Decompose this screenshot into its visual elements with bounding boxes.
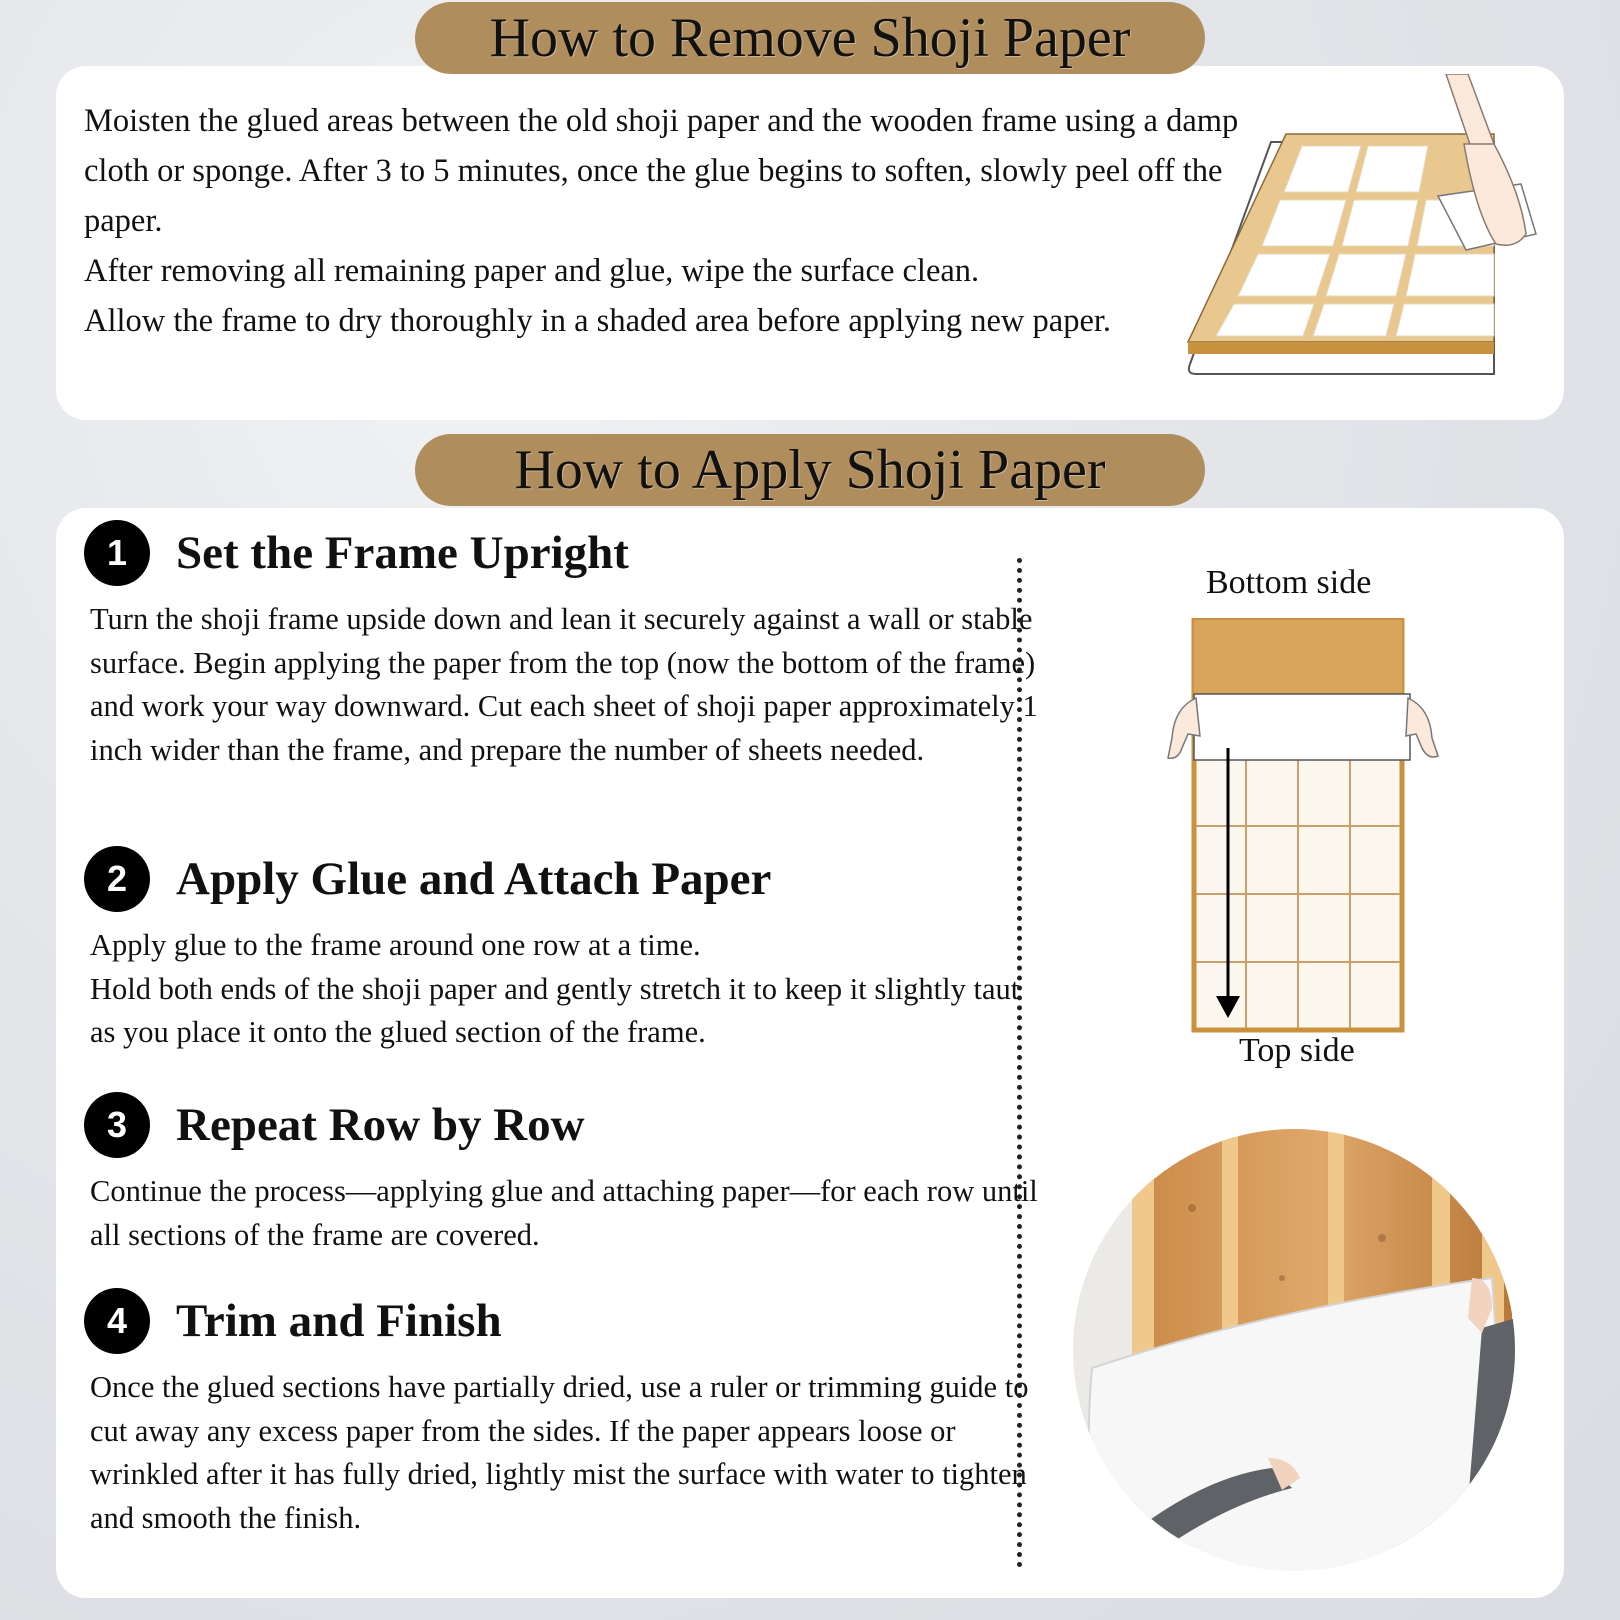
step-number-1: 1 — [84, 520, 150, 586]
step-title-1: Set the Frame Upright — [176, 527, 629, 579]
step-title-2: Apply Glue and Attach Paper — [176, 853, 772, 905]
step-4 — [84, 1286, 1044, 1540]
remove-section-title: How to Remove Shoji Paper — [415, 2, 1205, 74]
right-hand-icon — [1406, 698, 1438, 757]
step-text-3: Continue the process—applying glue and attaching paper—for each row until all sections of the frame are covered. — [90, 1174, 1038, 1252]
apply-section-title: How to Apply Shoji Paper — [415, 434, 1205, 506]
step-text-2a: Apply glue to the frame around one row at a time. — [90, 928, 701, 962]
step-2 — [84, 844, 1044, 1055]
step-number-3: 3 — [84, 1092, 150, 1158]
bottom-side-label: Bottom side — [1206, 564, 1372, 601]
remove-paragraph-1: Moisten the glued areas between the old shoji paper and the wooden frame using a damp cloth or sponge. After 3 to 5 minutes, once the glue begins to soften, slowly peel off the paper. — [84, 103, 1239, 239]
apply-section-card — [56, 508, 1564, 1598]
step-text-1: Turn the shoji frame upside down and lean it securely against a wall or stable surface. Begin applying the paper from the top (now the bottom of the frame) and work your way downward. Cut each sheet of shoji paper approximately 1 inch wider than the frame, and prepare the number of sheets needed. — [90, 602, 1038, 767]
remove-paragraph-3: Allow the frame to dry thoroughly in a shaded area before applying new paper. — [84, 303, 1112, 339]
step-number-2: 2 — [84, 846, 150, 912]
remove-section-card — [56, 66, 1564, 420]
step-title-3: Repeat Row by Row — [176, 1099, 585, 1151]
step-3 — [84, 1090, 1044, 1257]
step-1 — [84, 518, 1044, 772]
remove-instructions — [84, 96, 1284, 346]
frame-wiping-illustration — [1176, 74, 1556, 394]
remove-paragraph-2: After removing all remaining paper and glue, wipe the surface clean. — [84, 253, 980, 289]
step-text-2b: Hold both ends of the shoji paper and gently stretch it to keep it slightly taut as you place it onto the glued section of the frame. — [90, 971, 1020, 1049]
frame-application-diagram — [1156, 618, 1456, 1038]
step-title-4: Trim and Finish — [176, 1295, 502, 1347]
applying-paper-photo — [1072, 1128, 1516, 1572]
step-number-4: 4 — [84, 1288, 150, 1354]
top-side-label: Top side — [1239, 1032, 1355, 1069]
step-text-4: Once the glued sections have partially dried, use a ruler or trimming guide to cut away any excess paper from the sides. If the paper appears loose or wrinkled after it has fully dried, lightly mist the surface with water to tighten and smooth the finish. — [90, 1370, 1029, 1535]
dotted-divider — [1017, 558, 1022, 1568]
